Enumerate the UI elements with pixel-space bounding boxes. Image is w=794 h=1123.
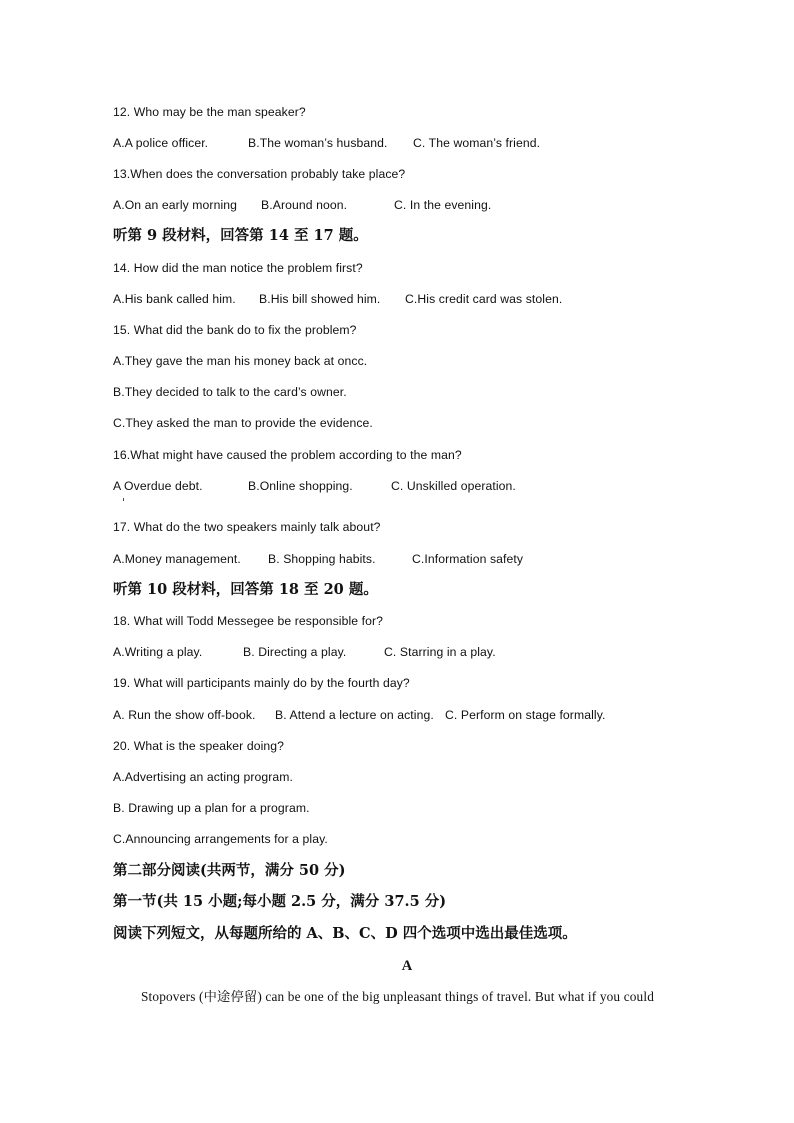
- question-14-options: [113, 291, 562, 307]
- question-14-stem: 14. How did the man notice the problem first?: [113, 261, 363, 275]
- section-10-heading: 听第 10 段材料，回答第 18 至 20 题。: [113, 581, 378, 598]
- option-a: A.On an early morning: [113, 198, 238, 212]
- question-17-options: [113, 551, 523, 567]
- option-c: C. Starring in a play.: [384, 645, 496, 659]
- option-a: A.A police officer.: [113, 136, 209, 150]
- reading-instructions: 阅读下列短文，从每题所给的 A、B、C、D 四个选项中选出最佳选项。: [113, 925, 577, 942]
- question-18-stem: 18. What will Todd Messegee be responsible for?: [113, 614, 384, 628]
- question-18-options: [113, 644, 496, 660]
- option-b: B.His bill showed him.: [259, 292, 381, 306]
- option-a: A.Money management.: [113, 552, 241, 566]
- option-a: A Overdue debt.: [113, 479, 203, 493]
- question-20-stem: 20. What is the speaker doing?: [113, 739, 285, 753]
- question-13-options: [113, 197, 491, 213]
- option-a: A. Run the show off-book.: [113, 708, 256, 722]
- part-2-heading: 第二部分阅读(共两节，满分 50 分): [113, 862, 346, 879]
- option-b: B.Online shopping.: [248, 479, 353, 493]
- option-c: C. Perform on stage formally.: [445, 708, 606, 722]
- question-17-stem: 17. What do the two speakers mainly talk about?: [113, 520, 381, 534]
- option-b: B.The woman’s husband.: [248, 136, 388, 150]
- option-b: B. Directing a play.: [243, 645, 347, 659]
- option-c: C. The woman’s friend.: [413, 136, 541, 150]
- stray-mark: [123, 498, 124, 501]
- option-c: C. In the evening.: [394, 198, 492, 212]
- option-c: C. Unskilled operation.: [391, 479, 516, 493]
- passage-first-line: Stopovers (中途停留) can be one of the big unpleasant things of travel. But what if you could: [141, 989, 654, 1004]
- question-12-stem: 12. Who may be the man speaker?: [113, 105, 306, 119]
- part-2-section-1-heading: 第一节(共 15 小题;每小题 2.5 分，满分 37.5 分): [113, 893, 447, 910]
- option-c: C.His credit card was stolen.: [405, 292, 563, 306]
- option-b: B. Shopping habits.: [268, 552, 376, 566]
- question-20-option-a: A.Advertising an acting program.: [113, 770, 294, 784]
- section-9-heading: 听第 9 段材料，回答第 14 至 17 题。: [113, 227, 368, 244]
- question-16-stem: 16.What might have caused the problem according to the man?: [113, 448, 462, 462]
- question-20-option-b: B. Drawing up a plan for a program.: [113, 801, 310, 815]
- option-a: A.His bank called him.: [113, 292, 236, 306]
- option-a: A.Writing a play.: [113, 645, 203, 659]
- question-12-options: [113, 135, 540, 151]
- question-19-options: [113, 707, 606, 723]
- question-15-option-a: A.They gave the man his money back at oncc.: [113, 354, 368, 368]
- question-15-stem: 15. What did the bank do to fix the problem?: [113, 323, 357, 337]
- question-15-option-c: C.They asked the man to provide the evidence.: [113, 416, 373, 430]
- passage-label: A: [401, 958, 413, 974]
- question-13-stem: 13.When does the conversation probably take place?: [113, 167, 406, 181]
- option-c: C.Information safety: [412, 552, 524, 566]
- question-20-option-c: C.Announcing arrangements for a play.: [113, 832, 328, 846]
- question-16-options: [113, 478, 516, 494]
- question-15-option-b: B.They decided to talk to the card’s owner.: [113, 385, 347, 399]
- question-19-stem: 19. What will participants mainly do by the fourth day?: [113, 676, 410, 690]
- option-b: B.Around noon.: [261, 198, 348, 212]
- option-b: B. Attend a lecture on acting.: [275, 708, 434, 722]
